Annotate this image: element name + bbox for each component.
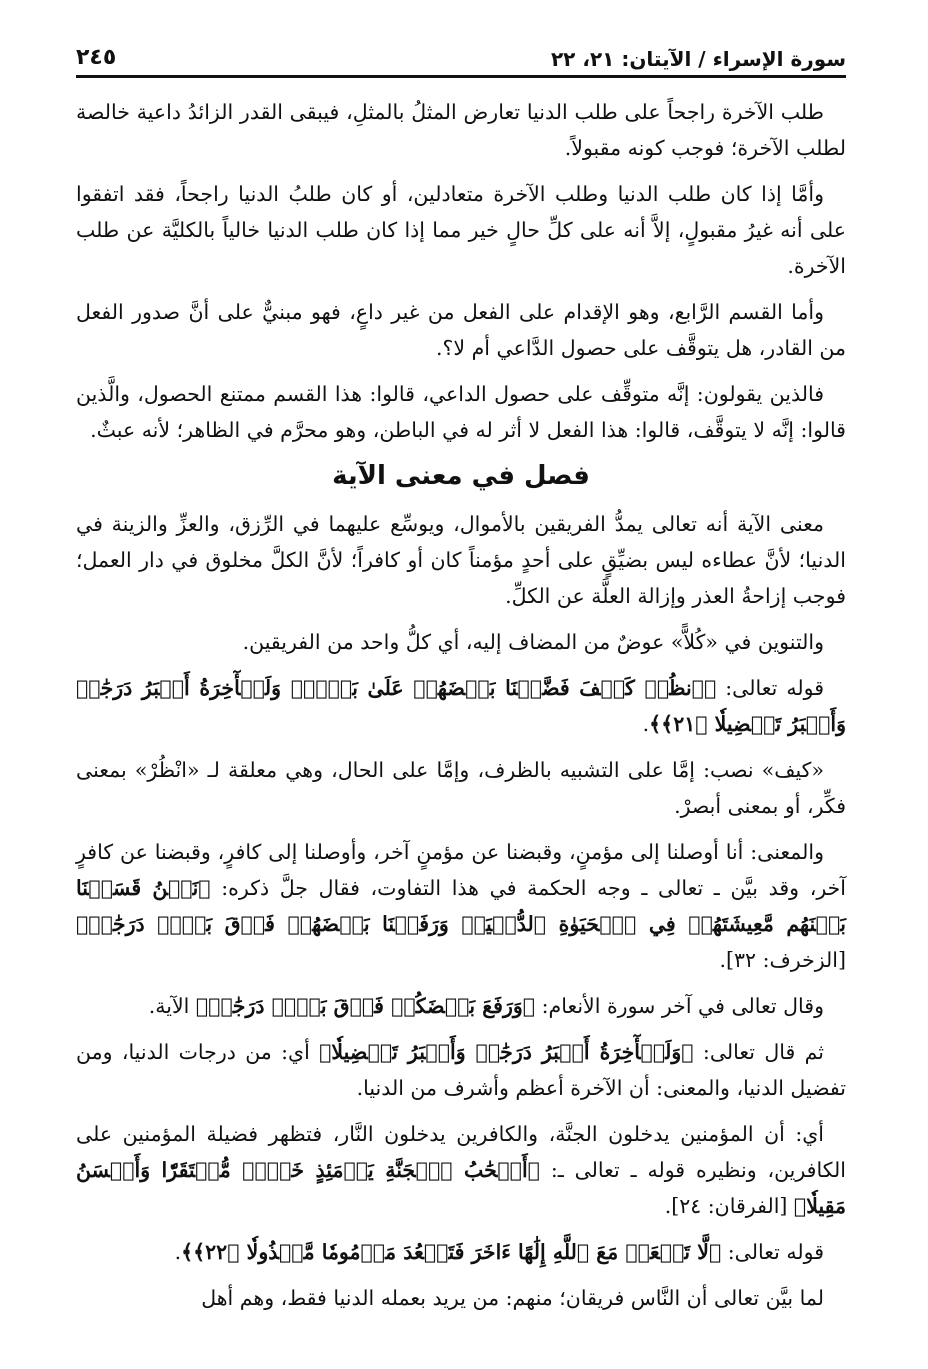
paragraph-text: طلب الآخرة راجحاً على طلب الدنيا تعارض المثلُ بالمثلِ، فيبقى القدر الزائدُ داعية خالصة لطلب الآخرة؛ فوجب كونه مقبولاً. xyxy=(76,100,846,160)
quran-verse: ﴿لَّا تَجۡعَلۡ مَعَ ٱللَّهِ إِلَٰهًا ءَاخَرَ فَتَقۡعُدَ مَذۡمُومٗا مَّخۡذُولٗا ﴿٢٢﴾﴾ xyxy=(181,1240,722,1264)
paragraph xyxy=(76,670,846,742)
quran-verse: ﴿وَرَفَعَ بَعۡضَكُمۡ فَوۡقَ بَعۡضٖ دَرَجَٰتٖ﴾ xyxy=(195,994,536,1018)
paragraph-text: قوله تعالى: xyxy=(721,1240,824,1264)
paragraph xyxy=(76,624,846,660)
paragraph-text: . xyxy=(174,1240,182,1264)
paragraph xyxy=(76,752,846,824)
paragraph-text: أي: أن المؤمنين يدخلون الجنَّة، والكافرين يدخلون النَّار، فتظهر فضيلة المؤمنين على الكافرين، ونظيره قوله ـ تعالى ـ: xyxy=(76,1122,846,1182)
paragraph-text: فالذين يقولون: إنَّه متوقِّف على حصول الداعي، قالوا: هذا القسم ممتنع الحصول، والَّذين قالوا: إنَّه لا يتوقَّف، قالوا: هذا الفعل لا أثر له في الباطن، وهو محرَّم في الظاهر؛ لأنه عبثٌ. xyxy=(76,382,846,442)
paragraph xyxy=(76,506,846,614)
paragraph xyxy=(76,94,846,166)
paragraph-text: وأمَّا إذا كان طلب الدنيا وطلب الآخرة متعادلين، أو كان طلبُ الدنيا راجحاً، فقد اتفقوا على أنه غيرُ مقبولٍ، إلاَّ أنه على كلِّ حالٍ خير مما إذا كان طلب الدنيا خالياً بالكليَّة عن طلب الآخرة. xyxy=(76,182,846,278)
page-number: ٢٤٥ xyxy=(76,45,117,70)
quran-verse: ﴿وَلَلۡأٓخِرَةُ أَكۡبَرُ دَرَجَٰتٖ وَأَكۡبَرُ تَفۡضِيلٗا﴾ xyxy=(319,1040,694,1064)
paragraph-text: قوله تعالى: xyxy=(716,676,824,700)
paragraph xyxy=(76,988,846,1024)
paragraph-text: الآية. xyxy=(148,994,196,1018)
paragraph xyxy=(76,176,846,284)
section-title: فصل في معنى الآية xyxy=(332,461,590,491)
paragraph-group-2 xyxy=(76,506,846,1316)
quran-verse: ﴿ٱنظُرۡ كَيۡفَ فَضَّلۡنَا بَعۡضَهُمۡ عَلَىٰ بَعۡضٖۚ وَلَلۡأٓخِرَةُ أَكۡبَرُ دَرَجَٰتٖ وَأَكۡبَرُ تَفۡضِيلٗا ﴿٢١﴾﴾ xyxy=(76,676,846,736)
paragraph xyxy=(76,1034,846,1106)
quran-verse: ﴿أَصۡحَٰبُ ٱلۡجَنَّةِ يَوۡمَئِذٍ خَيۡرٞ مُّسۡتَقَرّٗا وَأَحۡسَنُ مَقِيلٗا﴾ xyxy=(76,1158,846,1218)
paragraph xyxy=(76,1116,846,1224)
paragraph-text: [الزخرف: ٣٢]. xyxy=(719,948,846,972)
running-header xyxy=(76,38,846,78)
paragraph-text: «كيف» نصب: إمَّا على التشبيه بالظرف، وإمَّا على الحال، وهي معلقة لـ «انْظُرْ» بمعنى فكِّر، أو بمعنى أبصرْ. xyxy=(76,758,846,818)
paragraph-text: وأما القسم الرَّابع، وهو الإقدام على الفعل من غير داعٍ، فهو مبنيٌّ على أنَّ صدور الفعل من القادر، هل يتوقَّف على حصول الدَّاعي أم لا؟. xyxy=(76,300,846,360)
paragraph-text: لما بيَّن تعالى أن النَّاس فريقان؛ منهم: من يريد بعمله الدنيا فقط، وهم أهل xyxy=(201,1286,824,1310)
paragraph-text: [الفرقان: ٢٤]. xyxy=(664,1194,794,1218)
paragraph xyxy=(76,376,846,448)
page-content xyxy=(76,94,846,1316)
paragraph-text: وقال تعالى في آخر سورة الأنعام: xyxy=(535,994,824,1018)
surah-title: سورة الإسراء / الآيتان: ٢١، ٢٢ xyxy=(550,47,846,71)
paragraph xyxy=(76,294,846,366)
paragraph xyxy=(76,834,846,978)
paragraph xyxy=(76,1280,846,1316)
paragraph xyxy=(76,1234,846,1270)
paragraph-text: أي: من درجات الدنيا، ومن تفضيل الدنيا، والمعنى: أن الآخرة أعظم وأشرف من الدنيا. xyxy=(76,1040,846,1100)
paragraph-text: ثم قال تعالى: xyxy=(693,1040,824,1064)
paragraph-text: والتنوين في «كُلاًّ» عوضٌ من المضاف إليه، أي كلُّ واحد من الفريقين. xyxy=(242,630,824,654)
book-page xyxy=(76,38,846,1349)
paragraph-text: معنى الآية أنه تعالى يمدُّ الفريقين بالأموال، ويوسِّع عليهما في الرِّزق، والعزِّ والزينة في الدنيا؛ لأنَّ عطاءه ليس بضيِّقٍ على أحدٍ مؤمناً كان أو كافراً؛ لأنَّ الكلَّ مخلوق في دار العمل؛ فوجب إزاحةُ العذر وإزالة العلَّة عن الكلِّ. xyxy=(76,512,846,608)
paragraph-text: . xyxy=(642,712,650,736)
paragraph-text: والمعنى: أنا أوصلنا إلى مؤمنٍ، وقبضنا عن مؤمنٍ آخر، وأوصلنا إلى كافرٍ، وقبضنا عن كافرٍ آخر، وقد بيَّن ـ تعالى ـ وجه الحكمة في هذا التفاوت، فقال جلَّ ذكره: xyxy=(76,840,846,900)
quran-verse: ﴿نَحۡنُ قَسَمۡنَا بَيۡنَهُم مَّعِيشَتَهُمۡ فِي ٱلۡحَيَوٰةِ ٱلدُّنۡيَاۚ وَرَفَعۡنَا بَعۡضَهُمۡ فَوۡقَ بَعۡضٖ دَرَجَٰتٖ﴾ xyxy=(76,876,846,936)
paragraph-group-1 xyxy=(76,94,846,448)
